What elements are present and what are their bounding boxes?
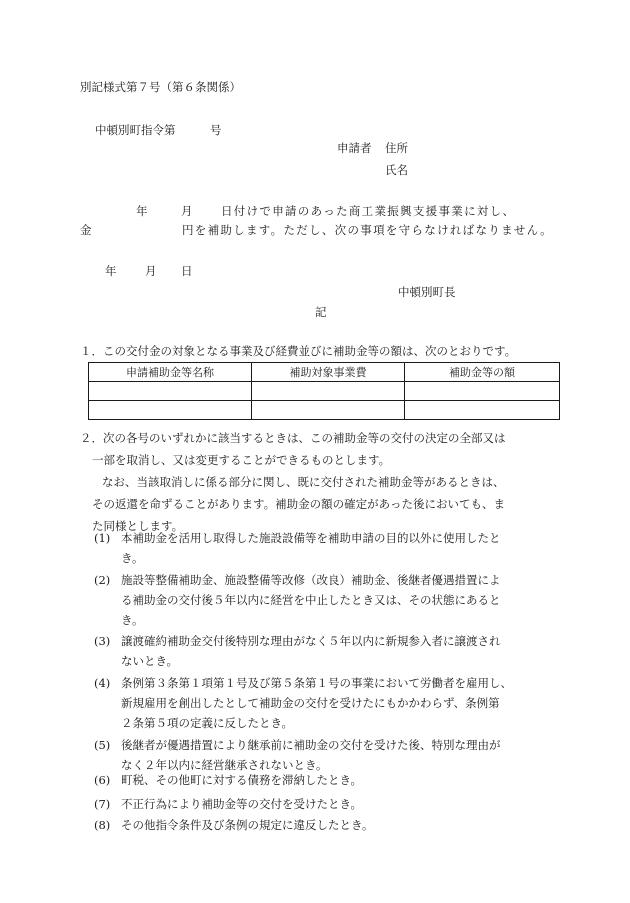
condition-item-7 xyxy=(94,794,560,814)
condition-item-5 xyxy=(94,735,560,775)
header-grant-amount: 補助金等の額 xyxy=(405,363,560,382)
notice-year-label: 年 xyxy=(136,204,148,218)
reference-number: 中頓別町指令第 号 xyxy=(95,123,222,137)
condition-line: ないとき。 xyxy=(121,654,179,668)
section-2-para-line: その返還を命ずることがあります。補助金の額の確定があった後においても、ま xyxy=(92,497,505,511)
condition-number: (4) xyxy=(94,676,111,690)
name-label: 氏名 xyxy=(385,163,408,177)
header-project-cost: 補助対象事業費 xyxy=(252,363,405,382)
condition-number: (2) xyxy=(94,573,111,587)
section-2 xyxy=(80,427,560,537)
condition-number: (1) xyxy=(94,531,111,545)
table-header-row xyxy=(89,363,560,382)
condition-number: (8) xyxy=(94,818,111,832)
applicant-label: 申請者 xyxy=(337,141,372,155)
condition-line: き。 xyxy=(121,551,144,565)
condition-number: (7) xyxy=(94,797,111,811)
condition-line: き。 xyxy=(121,613,144,627)
date-day-label: 日 xyxy=(181,264,193,278)
table-row xyxy=(89,382,560,401)
ki-heading: 記 xyxy=(315,305,327,319)
condition-line: 新規雇用を創出したとして補助金の交付を受けたにもかかわらず、条例第 xyxy=(121,696,500,710)
table-cell xyxy=(405,382,560,401)
condition-item-4 xyxy=(94,673,560,733)
condition-item-3 xyxy=(94,631,560,671)
section-1-heading: １．この交付金の対象となる事業及び経費並びに補助金等の額は、次のとおりです。 xyxy=(80,344,517,358)
form-label: 別記様式第７号（第６条関係） xyxy=(80,80,241,94)
condition-item-2 xyxy=(94,570,560,630)
condition-item-6 xyxy=(94,770,560,790)
date-year-label: 年 xyxy=(105,264,117,278)
notice-kin-label: 金 xyxy=(80,223,92,237)
notice-line1: 日付けで申請のあった商工業振興支援事業に対し、 xyxy=(221,204,516,218)
table-cell xyxy=(252,401,405,420)
table-row xyxy=(89,401,560,420)
header-grant-name: 申請補助金等名称 xyxy=(89,363,252,382)
notice-line2: 円を補助します。ただし、次の事項を守らなければなりません。 xyxy=(182,223,553,237)
condition-line: その他指令条件及び条例の規定に違反したとき。 xyxy=(121,818,374,832)
section-2-line: ２．次の各号のいずれかに該当するときは、この補助金等の交付の決定の全部又は xyxy=(80,431,506,445)
condition-number: (6) xyxy=(94,773,111,787)
condition-line: なく２年以内に経営継承されないとき。 xyxy=(121,758,328,772)
table-cell xyxy=(89,382,252,401)
grant-table xyxy=(88,362,560,420)
table-cell xyxy=(405,401,560,420)
address-label: 住所 xyxy=(385,141,408,155)
condition-line: 後継者が優遇措置により継承前に補助金の交付を受けた後、特別な理由が xyxy=(121,738,501,752)
issuer: 中頓別町長 xyxy=(398,285,456,299)
table-cell xyxy=(252,382,405,401)
condition-line: 条例第３条第１項第１号及び第５条第１号の事業において労働者を雇用し、 xyxy=(121,676,512,690)
condition-item-8 xyxy=(94,815,560,835)
condition-number: (3) xyxy=(94,634,111,648)
condition-line: 施設等整備補助金、施設整備等改修（改良）補助金、後継者優遇措置によ xyxy=(121,573,501,587)
condition-number: (5) xyxy=(94,738,111,752)
date-month-label: 月 xyxy=(145,264,157,278)
condition-line: ２条第５項の定義に反したとき。 xyxy=(121,716,294,730)
condition-item-1 xyxy=(94,528,560,568)
condition-line: 譲渡確約補助金交付後特別な理由がなく５年以内に新規参入者に譲渡され xyxy=(121,634,501,648)
section-2-para-line: た同様とします。 xyxy=(92,519,184,533)
notice-month-label: 月 xyxy=(181,204,193,218)
condition-line: 不正行為により補助金等の交付を受けたとき。 xyxy=(121,797,363,811)
section-2-line: 一部を取消し、又は変更することができるものとします。 xyxy=(92,453,391,467)
table-cell xyxy=(89,401,252,420)
condition-line: 本補助金を活用し取得した施設設備等を補助申請の目的以外に使用したと xyxy=(121,531,501,545)
section-2-para-line: なお、当該取消しに係る部分に関し、既に交付された補助金等があるときは、 xyxy=(102,475,505,489)
condition-line: る補助金の交付後５年以内に経営を中止したとき又は、その状態にあると xyxy=(121,593,501,607)
condition-line: 町税、その他町に対する債務を滞納したとき。 xyxy=(121,773,363,787)
